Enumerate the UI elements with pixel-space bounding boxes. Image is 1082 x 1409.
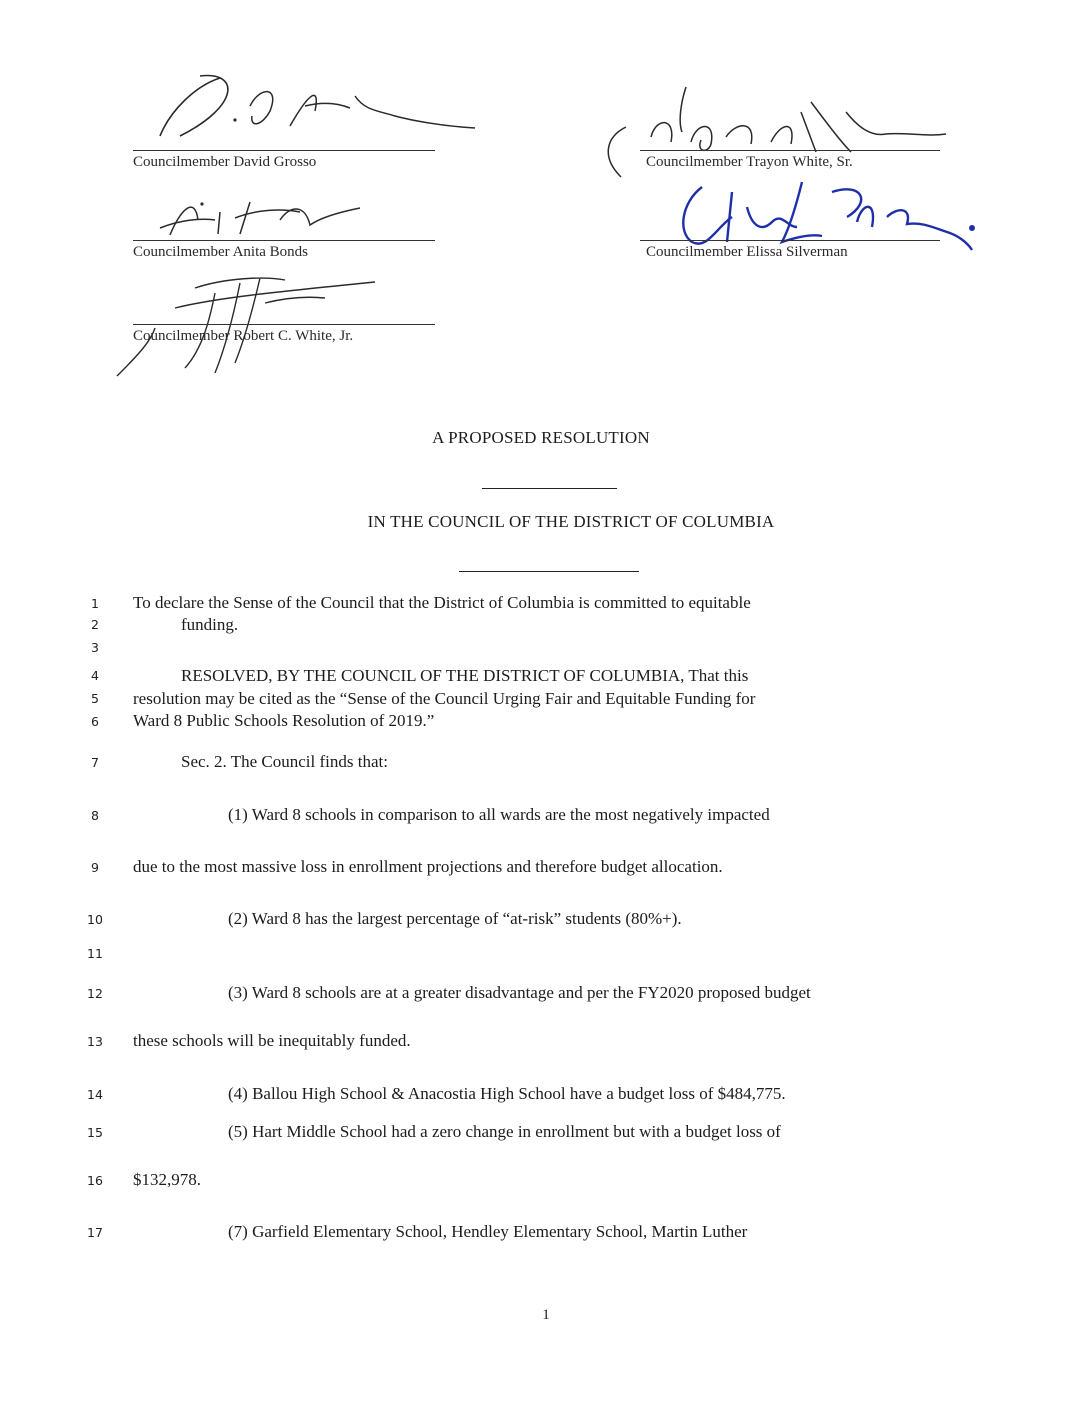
body-line: RESOLVED, BY THE COUNCIL OF THE DISTRICT OF COLUMBIA, That this xyxy=(181,666,749,685)
subtitle-divider xyxy=(459,571,639,572)
line-number: 4 xyxy=(91,668,99,683)
line-number: 2 xyxy=(91,617,99,632)
body-line: (7) Garfield Elementary School, Hendley Elementary School, Martin Luther xyxy=(228,1222,748,1241)
line-number: 10 xyxy=(87,912,103,927)
signer-label: Councilmember Robert C. White, Jr. xyxy=(133,328,354,344)
line-number: 13 xyxy=(87,1034,103,1049)
line-number: 5 xyxy=(91,691,99,706)
body-line: (1) Ward 8 schools in comparison to all wards are the most negatively impacted xyxy=(228,805,770,824)
body-line: (2) Ward 8 has the largest percentage of “at-risk” students (80%+). xyxy=(228,909,682,928)
title-divider xyxy=(482,488,617,489)
line-number: 15 xyxy=(87,1125,103,1140)
signer-label: Councilmember Trayon White, Sr. xyxy=(646,154,853,170)
line-number: 14 xyxy=(87,1087,103,1102)
line-number: 17 xyxy=(87,1225,103,1240)
body-line: To declare the Sense of the Council that the District of Columbia is committed to equitable xyxy=(133,593,751,612)
line-number: 11 xyxy=(87,946,103,961)
line-number: 7 xyxy=(91,755,99,770)
line-number: 8 xyxy=(91,808,99,823)
signature-line xyxy=(133,324,435,325)
body-line: Sec. 2. The Council finds that: xyxy=(181,752,388,771)
signature-line xyxy=(133,150,435,151)
signer-label: Councilmember Anita Bonds xyxy=(133,244,308,260)
line-number: 12 xyxy=(87,986,103,1001)
line-number: 1 xyxy=(91,596,99,611)
document-subtitle: IN THE COUNCIL OF THE DISTRICT OF COLUMBIA xyxy=(367,512,775,531)
signature-anita-bonds xyxy=(140,190,380,240)
line-number: 6 xyxy=(91,714,99,729)
signer-label: Councilmember Elissa Silverman xyxy=(646,244,848,260)
body-line: these schools will be inequitably funded. xyxy=(133,1031,411,1050)
body-line: Ward 8 Public Schools Resolution of 2019.” xyxy=(133,711,435,730)
body-line: (4) Ballou High School & Anacostia High School have a budget loss of $484,775. xyxy=(228,1084,786,1103)
body-line: $132,978. xyxy=(133,1170,201,1189)
line-number: 16 xyxy=(87,1173,103,1188)
line-number: 9 xyxy=(91,860,99,875)
body-line: (5) Hart Middle School had a zero change in enrollment but with a budget loss of xyxy=(228,1122,781,1141)
signature-line xyxy=(640,240,940,241)
body-line: funding. xyxy=(181,615,239,634)
page-number: 1 xyxy=(542,1307,550,1323)
body-line: resolution may be cited as the “Sense of the Council Urging Fair and Equitable Funding for xyxy=(133,689,756,708)
signer-label: Councilmember David Grosso xyxy=(133,154,317,170)
signature-line xyxy=(133,240,435,241)
document-title: A PROPOSED RESOLUTION xyxy=(432,428,650,447)
body-line: (3) Ward 8 schools are at a greater disadvantage and per the FY2020 proposed budget xyxy=(228,983,811,1002)
line-number: 3 xyxy=(91,640,99,655)
signature-line xyxy=(640,150,940,151)
body-line: due to the most massive loss in enrollment projections and therefore budget allocation. xyxy=(133,857,723,876)
signature-david-grosso xyxy=(140,66,480,150)
signature-robert-white xyxy=(115,268,395,378)
